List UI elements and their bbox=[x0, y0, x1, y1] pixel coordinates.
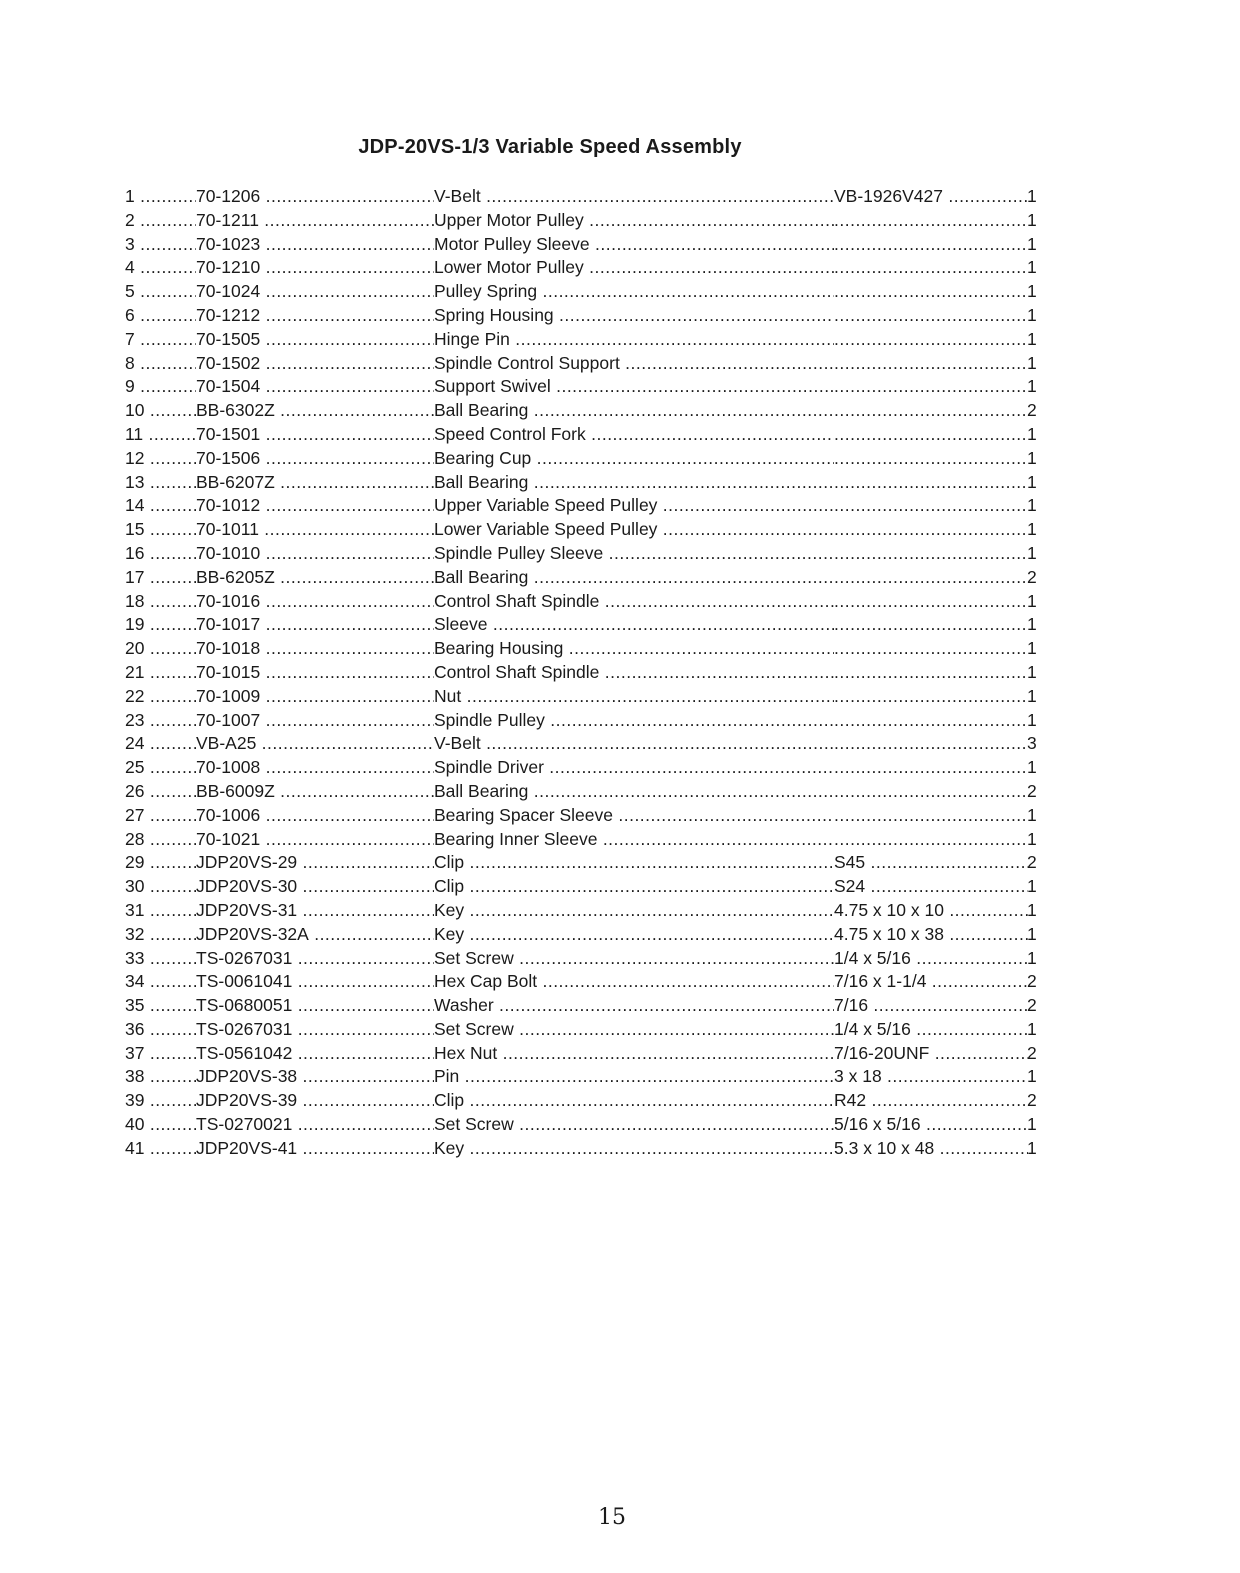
item-number: 28 ..... bbox=[125, 828, 196, 852]
parts-row bbox=[0, 399, 1240, 423]
parts-row bbox=[0, 256, 1240, 280]
part-quantity: 1 bbox=[1027, 590, 1037, 611]
parts-row bbox=[0, 447, 1240, 471]
part-number: JDP20VS-31 ..... bbox=[196, 899, 434, 923]
item-number: 1 ..... bbox=[125, 185, 196, 209]
part-quantity: 1 bbox=[1027, 923, 1037, 944]
part-specification: 5/16 x 5/16 ..... bbox=[834, 1113, 1028, 1137]
part-number: 70-1504 ..... bbox=[196, 375, 434, 399]
part-description: Ball Bearing ..... bbox=[434, 471, 834, 495]
part-number: 70-1007 ..... bbox=[196, 709, 434, 733]
part-quantity: 1 bbox=[1027, 1018, 1037, 1039]
parts-row bbox=[0, 518, 1240, 542]
part-number: TS-0561042 ..... bbox=[196, 1042, 434, 1066]
part-quantity: 2 bbox=[1027, 400, 1037, 421]
item-number: 12 ..... bbox=[125, 447, 196, 471]
parts-row bbox=[0, 423, 1240, 447]
parts-row bbox=[0, 233, 1240, 257]
part-quantity: 1 bbox=[1027, 209, 1037, 230]
part-number: 70-1015 ..... bbox=[196, 661, 434, 685]
part-number: 70-1502 ..... bbox=[196, 352, 434, 376]
part-quantity: 1 bbox=[1027, 376, 1037, 397]
part-description: Bearing Cup ..... bbox=[434, 447, 834, 471]
part-description: Spring Housing ..... bbox=[434, 304, 834, 328]
part-description: Hinge Pin ..... bbox=[434, 328, 834, 352]
part-description: V-Belt ..... bbox=[434, 185, 834, 209]
part-description: Lower Variable Speed Pulley ..... bbox=[434, 518, 834, 542]
part-description: Hex Cap Bolt ..... bbox=[434, 970, 834, 994]
part-description: Upper Variable Speed Pulley ..... bbox=[434, 494, 834, 518]
item-number: 36 ..... bbox=[125, 1018, 196, 1042]
item-number: 4 ..... bbox=[125, 256, 196, 280]
item-number: 34 ..... bbox=[125, 970, 196, 994]
item-number: 18 ..... bbox=[125, 590, 196, 614]
parts-row bbox=[0, 709, 1240, 733]
parts-row bbox=[0, 685, 1240, 709]
part-specification bbox=[834, 447, 1028, 471]
part-description: Ball Bearing ..... bbox=[434, 399, 834, 423]
part-description: Set Screw ..... bbox=[434, 1113, 834, 1137]
part-specification bbox=[834, 828, 1028, 852]
part-quantity: 2 bbox=[1027, 1042, 1037, 1063]
part-specification: 5.3 x 10 x 48 ..... bbox=[834, 1137, 1028, 1161]
parts-row bbox=[0, 209, 1240, 233]
part-specification bbox=[834, 804, 1028, 828]
item-number: 22 ..... bbox=[125, 685, 196, 709]
part-number: 70-1021 ..... bbox=[196, 828, 434, 852]
part-number: TS-0267031 ..... bbox=[196, 1018, 434, 1042]
part-quantity: 1 bbox=[1027, 638, 1037, 659]
item-number: 21 ..... bbox=[125, 661, 196, 685]
item-number: 38 ..... bbox=[125, 1065, 196, 1089]
item-number: 20 ..... bbox=[125, 637, 196, 661]
part-specification bbox=[834, 256, 1028, 280]
part-description: Bearing Housing ..... bbox=[434, 637, 834, 661]
part-quantity: 1 bbox=[1027, 447, 1037, 468]
part-description: Clip ..... bbox=[434, 875, 834, 899]
part-specification bbox=[834, 780, 1028, 804]
part-specification bbox=[834, 375, 1028, 399]
part-specification bbox=[834, 732, 1028, 756]
part-specification bbox=[834, 613, 1028, 637]
part-number: 70-1212 ..... bbox=[196, 304, 434, 328]
part-specification: 1/4 x 5/16 ..... bbox=[834, 1018, 1028, 1042]
parts-row bbox=[0, 494, 1240, 518]
part-specification bbox=[834, 685, 1028, 709]
part-quantity: 2 bbox=[1027, 1090, 1037, 1111]
part-number: BB-6207Z ..... bbox=[196, 471, 434, 495]
part-quantity: 1 bbox=[1027, 661, 1037, 682]
part-quantity: 1 bbox=[1027, 542, 1037, 563]
item-number: 17 ..... bbox=[125, 566, 196, 590]
item-number: 14 ..... bbox=[125, 494, 196, 518]
item-number: 13 ..... bbox=[125, 471, 196, 495]
item-number: 39 ..... bbox=[125, 1089, 196, 1113]
part-specification: 7/16 ..... bbox=[834, 994, 1028, 1018]
part-specification: S24 ..... bbox=[834, 875, 1028, 899]
part-specification: 7/16 x 1-1/4 ..... bbox=[834, 970, 1028, 994]
part-number: 70-1506 ..... bbox=[196, 447, 434, 471]
part-description: Bearing Inner Sleeve ..... bbox=[434, 828, 834, 852]
parts-row bbox=[0, 947, 1240, 971]
parts-row bbox=[0, 637, 1240, 661]
part-number: 70-1009 ..... bbox=[196, 685, 434, 709]
part-specification bbox=[834, 590, 1028, 614]
parts-row bbox=[0, 542, 1240, 566]
part-specification bbox=[834, 233, 1028, 257]
item-number: 7 ..... bbox=[125, 328, 196, 352]
part-number: TS-0267031 ..... bbox=[196, 947, 434, 971]
part-description: Washer ..... bbox=[434, 994, 834, 1018]
part-quantity: 1 bbox=[1027, 709, 1037, 730]
part-number: 70-1012 ..... bbox=[196, 494, 434, 518]
item-number: 41 ..... bbox=[125, 1137, 196, 1161]
part-specification: 3 x 18 ..... bbox=[834, 1065, 1028, 1089]
part-number: JDP20VS-41 ..... bbox=[196, 1137, 434, 1161]
item-number: 24 ..... bbox=[125, 732, 196, 756]
parts-row bbox=[0, 899, 1240, 923]
part-description: Spindle Pulley Sleeve ..... bbox=[434, 542, 834, 566]
part-specification: 1/4 x 5/16 ..... bbox=[834, 947, 1028, 971]
item-number: 37 ..... bbox=[125, 1042, 196, 1066]
part-quantity: 2 bbox=[1027, 995, 1037, 1016]
part-description: Set Screw ..... bbox=[434, 1018, 834, 1042]
item-number: 5 ..... bbox=[125, 280, 196, 304]
item-number: 23 ..... bbox=[125, 709, 196, 733]
part-quantity: 1 bbox=[1027, 1066, 1037, 1087]
parts-row bbox=[0, 780, 1240, 804]
part-quantity: 1 bbox=[1027, 685, 1037, 706]
parts-row bbox=[0, 613, 1240, 637]
parts-row bbox=[0, 1042, 1240, 1066]
part-number: 70-1023 ..... bbox=[196, 233, 434, 257]
part-description: Clip ..... bbox=[434, 1089, 834, 1113]
part-quantity: 1 bbox=[1027, 257, 1037, 278]
part-description: Speed Control Fork ..... bbox=[434, 423, 834, 447]
part-specification: VB-1926V427 ..... bbox=[834, 185, 1028, 209]
part-specification bbox=[834, 661, 1028, 685]
part-specification bbox=[834, 756, 1028, 780]
item-number: 6 ..... bbox=[125, 304, 196, 328]
part-description: Control Shaft Spindle ..... bbox=[434, 661, 834, 685]
part-quantity: 1 bbox=[1027, 1114, 1037, 1135]
part-number: JDP20VS-32A ..... bbox=[196, 923, 434, 947]
part-number: 70-1018 ..... bbox=[196, 637, 434, 661]
part-description: Set Screw ..... bbox=[434, 947, 834, 971]
part-quantity: 1 bbox=[1027, 519, 1037, 540]
part-description: Bearing Spacer Sleeve ..... bbox=[434, 804, 834, 828]
part-description: Motor Pulley Sleeve ..... bbox=[434, 233, 834, 257]
part-number: TS-0270021 ..... bbox=[196, 1113, 434, 1137]
part-description: Support Swivel ..... bbox=[434, 375, 834, 399]
parts-row bbox=[0, 590, 1240, 614]
part-specification bbox=[834, 566, 1028, 590]
part-description: Sleeve ..... bbox=[434, 613, 834, 637]
item-number: 33 ..... bbox=[125, 947, 196, 971]
part-number: 70-1211 ..... bbox=[196, 209, 434, 233]
part-number: 70-1016 ..... bbox=[196, 590, 434, 614]
part-number: BB-6205Z ..... bbox=[196, 566, 434, 590]
parts-row bbox=[0, 375, 1240, 399]
part-quantity: 1 bbox=[1027, 328, 1037, 349]
item-number: 26 ..... bbox=[125, 780, 196, 804]
item-number: 27 ..... bbox=[125, 804, 196, 828]
item-number: 16 ..... bbox=[125, 542, 196, 566]
part-description: Lower Motor Pulley ..... bbox=[434, 256, 834, 280]
parts-row bbox=[0, 352, 1240, 376]
part-specification: 7/16-20UNF ..... bbox=[834, 1042, 1028, 1066]
part-quantity: 1 bbox=[1027, 281, 1037, 302]
parts-row bbox=[0, 1065, 1240, 1089]
parts-row bbox=[0, 1113, 1240, 1137]
parts-row bbox=[0, 328, 1240, 352]
item-number: 25 ..... bbox=[125, 756, 196, 780]
part-quantity: 1 bbox=[1027, 186, 1037, 206]
part-quantity: 1 bbox=[1027, 233, 1037, 254]
part-description: Key ..... bbox=[434, 923, 834, 947]
part-specification bbox=[834, 352, 1028, 376]
part-specification bbox=[834, 518, 1028, 542]
part-specification bbox=[834, 304, 1028, 328]
page-number: 15 bbox=[598, 1505, 626, 1530]
parts-row bbox=[0, 1089, 1240, 1113]
parts-row bbox=[0, 828, 1240, 852]
part-specification bbox=[834, 494, 1028, 518]
item-number: 30 ..... bbox=[125, 875, 196, 899]
part-quantity: 1 bbox=[1027, 1137, 1037, 1158]
part-description: Spindle Control Support ..... bbox=[434, 352, 834, 376]
part-number: 70-1011 ..... bbox=[196, 518, 434, 542]
part-quantity: 1 bbox=[1027, 804, 1037, 825]
part-specification bbox=[834, 399, 1028, 423]
part-specification bbox=[834, 637, 1028, 661]
part-quantity: 1 bbox=[1027, 876, 1037, 897]
part-specification bbox=[834, 423, 1028, 447]
item-number: 11 ..... bbox=[125, 423, 196, 447]
parts-list bbox=[0, 185, 1240, 1161]
part-quantity: 1 bbox=[1027, 304, 1037, 325]
part-quantity: 1 bbox=[1027, 423, 1037, 444]
part-description: Clip ..... bbox=[434, 851, 834, 875]
part-description: Nut ..... bbox=[434, 685, 834, 709]
part-quantity: 1 bbox=[1027, 352, 1037, 373]
part-number: BB-6009Z ..... bbox=[196, 780, 434, 804]
item-number: 9 ..... bbox=[125, 375, 196, 399]
part-specification: S45 ..... bbox=[834, 851, 1028, 875]
item-number: 3 ..... bbox=[125, 233, 196, 257]
part-number: JDP20VS-30 ..... bbox=[196, 875, 434, 899]
parts-row bbox=[0, 732, 1240, 756]
item-number: 29 ..... bbox=[125, 851, 196, 875]
part-number: TS-0061041 ..... bbox=[196, 970, 434, 994]
part-description: Key ..... bbox=[434, 899, 834, 923]
part-number: VB-A25 ..... bbox=[196, 732, 434, 756]
part-number: 70-1006 ..... bbox=[196, 804, 434, 828]
part-specification: R42 ..... bbox=[834, 1089, 1028, 1113]
part-number: JDP20VS-29 ..... bbox=[196, 851, 434, 875]
part-description: Pulley Spring ..... bbox=[434, 280, 834, 304]
part-quantity: 2 bbox=[1027, 566, 1037, 587]
parts-row bbox=[0, 280, 1240, 304]
part-quantity: 1 bbox=[1027, 495, 1037, 516]
parts-row bbox=[0, 1018, 1240, 1042]
part-specification: 4.75 x 10 x 10 ..... bbox=[834, 899, 1028, 923]
part-specification bbox=[834, 709, 1028, 733]
part-specification: 4.75 x 10 x 38 ..... bbox=[834, 923, 1028, 947]
part-description: Ball Bearing ..... bbox=[434, 566, 834, 590]
part-quantity: 2 bbox=[1027, 780, 1037, 801]
part-number: JDP20VS-38 ..... bbox=[196, 1065, 434, 1089]
item-number: 10 ..... bbox=[125, 399, 196, 423]
part-number: 70-1505 ..... bbox=[196, 328, 434, 352]
item-number: 8 ..... bbox=[125, 352, 196, 376]
item-number: 2 ..... bbox=[125, 209, 196, 233]
part-description: Ball Bearing ..... bbox=[434, 780, 834, 804]
item-number: 19 ..... bbox=[125, 613, 196, 637]
part-specification bbox=[834, 328, 1028, 352]
part-number: TS-0680051 ..... bbox=[196, 994, 434, 1018]
part-quantity: 1 bbox=[1027, 471, 1037, 492]
part-description: Upper Motor Pulley ..... bbox=[434, 209, 834, 233]
part-number: BB-6302Z ..... bbox=[196, 399, 434, 423]
part-description: Key ..... bbox=[434, 1137, 834, 1161]
parts-row bbox=[0, 804, 1240, 828]
page-title: JDP-20VS-1/3 Variable Speed Assembly bbox=[358, 136, 742, 158]
part-quantity: 1 bbox=[1027, 828, 1037, 849]
part-specification bbox=[834, 542, 1028, 566]
part-number: 70-1210 ..... bbox=[196, 256, 434, 280]
item-number: 35 ..... bbox=[125, 994, 196, 1018]
parts-row bbox=[0, 471, 1240, 495]
part-description: Hex Nut ..... bbox=[434, 1042, 834, 1066]
part-description: Spindle Driver ..... bbox=[434, 756, 834, 780]
parts-row bbox=[0, 875, 1240, 899]
part-quantity: 2 bbox=[1027, 971, 1037, 992]
parts-row bbox=[0, 661, 1240, 685]
item-number: 32 ..... bbox=[125, 923, 196, 947]
part-specification bbox=[834, 471, 1028, 495]
parts-row bbox=[0, 566, 1240, 590]
part-number: 70-1010 ..... bbox=[196, 542, 434, 566]
part-quantity: 3 bbox=[1027, 733, 1037, 754]
part-number: 70-1206 ..... bbox=[196, 185, 434, 209]
item-number: 31 ..... bbox=[125, 899, 196, 923]
parts-row bbox=[0, 304, 1240, 328]
part-description: V-Belt ..... bbox=[434, 732, 834, 756]
part-specification bbox=[834, 280, 1028, 304]
part-quantity: 1 bbox=[1027, 899, 1037, 920]
part-specification bbox=[834, 209, 1028, 233]
part-quantity: 1 bbox=[1027, 947, 1037, 968]
part-quantity: 1 bbox=[1027, 614, 1037, 635]
parts-row bbox=[0, 923, 1240, 947]
part-number: 70-1008 ..... bbox=[196, 756, 434, 780]
parts-row bbox=[0, 1137, 1240, 1161]
part-description: Control Shaft Spindle ..... bbox=[434, 590, 834, 614]
part-number: 70-1017 ..... bbox=[196, 613, 434, 637]
part-quantity: 1 bbox=[1027, 757, 1037, 778]
part-quantity: 2 bbox=[1027, 852, 1037, 873]
part-number: 70-1501 ..... bbox=[196, 423, 434, 447]
item-number: 15 ..... bbox=[125, 518, 196, 542]
item-number: 40 ..... bbox=[125, 1113, 196, 1137]
part-number: 70-1024 ..... bbox=[196, 280, 434, 304]
part-description: Pin ..... bbox=[434, 1065, 834, 1089]
parts-row bbox=[0, 994, 1240, 1018]
parts-row bbox=[0, 970, 1240, 994]
part-number: JDP20VS-39 ..... bbox=[196, 1089, 434, 1113]
parts-row bbox=[0, 756, 1240, 780]
part-description: Spindle Pulley ..... bbox=[434, 709, 834, 733]
parts-row bbox=[0, 851, 1240, 875]
parts-row bbox=[0, 185, 1240, 209]
